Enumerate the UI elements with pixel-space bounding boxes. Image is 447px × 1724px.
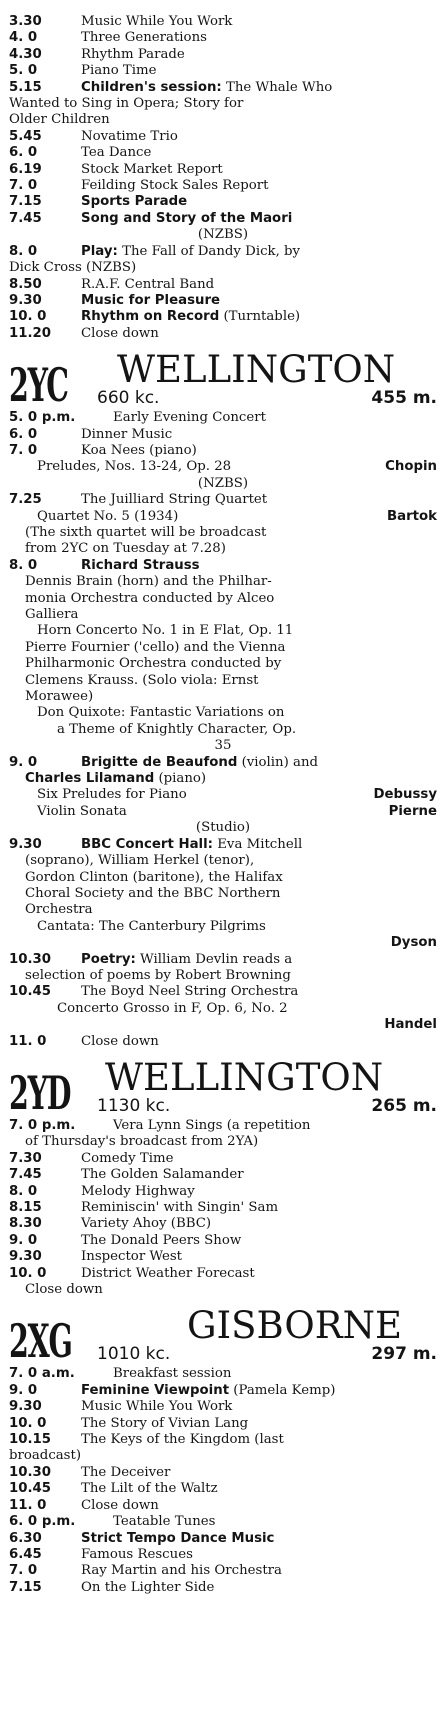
time: 11. 0 [9,1497,47,1513]
time: 9. 0 [9,754,38,770]
programme: Piano Time [81,63,157,79]
programme: The Keys of the Kingdom (last [81,1432,284,1448]
programme: Close down [81,1033,159,1049]
programme-column [9,14,437,1596]
programme-bold: Music for Pleasure [81,292,221,308]
programme: Ray Martin and his Orchestra [81,1563,282,1579]
detail: 35 [214,738,232,754]
station-header-2yd [9,1055,437,1120]
time: 7. 0 a.m. [9,1366,75,1382]
top-schedule [9,14,437,342]
detail: Clemens Krauss. (Solo viola: Ernst [25,672,259,688]
programme: Reminiscin' with Singin' Sam [81,1200,279,1215]
list-item [9,1233,437,1249]
frequency: 1010 kc. [97,1344,171,1365]
list-item [9,244,437,260]
list-item [9,492,437,508]
continuation: Wanted to Sing in Opera; Story for [9,96,244,112]
time: 7.15 [9,194,42,210]
list-item [9,178,437,194]
list-item [9,1184,437,1200]
detail: Galliera [25,607,79,622]
work-title: Violin Sonata [37,803,127,819]
composer: Pierne [388,803,437,819]
work-title: Preludes, Nos. 13-24, Op. 28 [37,459,232,475]
detail: Dennis Brain (horn) and the Philhar- [25,574,272,590]
studio-note: (Studio) [195,820,251,836]
list-item [9,755,437,771]
time: 8. 0 [9,243,38,259]
time: 11. 0 [9,1033,47,1049]
programme: Comedy Time [81,1150,174,1166]
programme: Inspector West [81,1249,183,1265]
close-down: Close down [25,1282,103,1298]
time: 8.50 [9,276,42,292]
list-item [9,47,437,63]
composer: Bartok [387,508,437,524]
work-title: Cantata: The Canterbury Pilgrims [37,918,266,934]
time: 5. 0 p.m. [9,410,76,426]
programme-bold: Poetry: [81,951,136,967]
programme: Three Generations [81,30,207,46]
note: from 2YC on Tuesday at 7.28) [25,541,226,557]
station-header-2yc [9,348,437,413]
list-item [9,1481,437,1497]
programme-bold: Brigitte de Beaufond [81,754,238,770]
time: 4.30 [9,46,42,62]
time: 6. 0 [9,426,38,442]
time: 7. 0 [9,178,38,194]
schedule-2yd [9,1118,437,1298]
list-item [9,1034,437,1050]
wavelength: 297 m. [371,1344,437,1365]
frequency: 660 kc. [97,387,160,408]
time: 8. 0 [9,1183,38,1199]
programme: Breakfast session [113,1366,232,1382]
list-item [9,194,437,210]
city-name: WELLINGTON [117,348,396,392]
list-item [9,1200,437,1216]
programme-bold: Strict Tempo Dance Music [81,1530,275,1546]
continuation: broadcast) [9,1448,82,1464]
time: 5.15 [9,79,42,95]
list-item [9,326,437,342]
programme: Eva Mitchell [213,836,303,852]
time: 10.45 [9,1481,52,1497]
time: 7.45 [9,1167,42,1183]
schedule-2yc [9,410,437,1050]
schedule-2xg [9,1366,437,1596]
time: 7. 0 [9,1563,38,1579]
list-item [9,1465,437,1481]
time: 9.30 [9,292,42,308]
list-item [9,1563,437,1579]
programme: District Weather Forecast [81,1265,255,1281]
time: 5.45 [9,128,42,144]
note: (The sixth quartet will be broadcast [25,524,267,540]
programme: Koa Nees (piano) [81,442,197,458]
programme: Early Evening Concert [113,410,266,426]
list-item [9,952,437,968]
programme: The Juilliard String Quartet [81,492,268,508]
time: 7. 0 [9,442,38,458]
time: 4. 0 [9,30,38,46]
list-item [9,1151,437,1167]
wavelength: 265 m. [371,1095,437,1116]
programme: The Fall of Dandy Dick, by [117,243,301,259]
time: 5. 0 [9,63,38,79]
list-item [9,558,437,574]
frequency: 1130 kc. [97,1095,171,1116]
work-line [9,509,437,525]
composer: Debussy [373,787,437,803]
list-item [9,1531,437,1547]
programme: On the Lighter Side [81,1579,215,1595]
time: 7. 0 p.m. [9,1117,76,1133]
list-item [9,1432,437,1448]
detail: selection of poems by Robert Browning [25,967,291,983]
time: 6.30 [9,1530,42,1546]
list-item [9,1514,437,1530]
detail: Orchestra [25,902,93,918]
list-item [9,410,437,426]
time: 6. 0 [9,145,38,161]
list-item [9,277,437,293]
time: 6.45 [9,1546,42,1562]
time: 10.30 [9,1464,52,1480]
time: 6.19 [9,161,42,177]
programme: Teatable Tunes [113,1514,216,1530]
time: 8.30 [9,1216,42,1232]
list-item [9,443,437,459]
time: 7.25 [9,492,42,508]
continuation: Dick Cross (NZBS) [9,260,137,276]
time: 10.45 [9,984,52,1000]
programme-bold: Play: [81,243,118,259]
time: 8. 0 [9,557,38,573]
programme-bold: BBC Concert Hall: [81,836,213,852]
wavelength: 455 m. [371,387,437,408]
call-sign: 2XG [9,1314,72,1369]
list-item [9,1416,437,1432]
list-item [9,30,437,46]
list-item [9,80,437,96]
programme: The Story of Vivian Lang [81,1415,249,1431]
programme: Rhythm Parade [81,46,185,62]
list-item [9,293,437,309]
list-item [9,837,437,853]
time: 7.30 [9,1150,42,1166]
detail: Horn Concerto No. 1 in E Flat, Op. 11 [37,623,294,639]
time: 9. 0 [9,1382,38,1398]
programme: Close down [81,325,159,341]
detail: Choral Society and the BBC Northern [25,885,281,901]
time: 10. 0 [9,309,47,325]
list-item [9,63,437,79]
work-line [9,804,437,820]
programme: The Golden Salamander [81,1167,244,1183]
programme: Tea Dance [81,145,152,161]
list-item [9,1399,437,1415]
programme: Novatime Trio [81,128,178,144]
time: 7.45 [9,210,42,226]
programme: The Lilt of the Waltz [81,1481,218,1497]
programme-bold: Children's session: [81,79,222,95]
programme: The Donald Peers Show [81,1232,242,1248]
detail: Don Quixote: Fantastic Variations on [37,705,285,721]
time: 9. 0 [9,1232,38,1248]
programme: Variety Ahoy (BBC) [81,1216,212,1232]
programme: Vera Lynn Sings (a repetition [113,1117,311,1133]
programme: Close down [81,1497,159,1513]
list-item [9,211,437,227]
work-line [9,787,437,803]
list-item [9,14,437,30]
programme: Melody Highway [81,1183,195,1199]
time: 9.30 [9,1249,42,1265]
list-item [9,1118,437,1134]
work-line [9,459,437,475]
detail: Pierre Fournier ('cello) and the Vienna [25,639,286,655]
programme-bold: Feminine Viewpoint [81,1382,230,1398]
detail: Gordon Clinton (baritone), the Halifax [25,869,283,885]
programme: R.A.F. Central Band [81,276,215,292]
list-item [9,1266,437,1282]
detail: monia Orchestra conducted by Alceo [25,590,275,606]
time: 10. 0 [9,1265,47,1281]
list-item [9,1383,437,1399]
nzbs-note: (NZBS) [197,227,249,243]
time: 8.15 [9,1200,42,1215]
programme: (violin) and [237,754,319,770]
performer: Charles Lilamand [25,771,155,787]
detail: a Theme of Knightly Character, Op. [57,721,297,737]
time: 6. 0 p.m. [9,1514,76,1530]
list-item [9,1547,437,1563]
programme: Feilding Stock Sales Report [81,178,269,194]
list-item [9,145,437,161]
list-item [9,1580,437,1596]
nzbs-note: (NZBS) [197,475,249,491]
list-item [9,1249,437,1265]
list-item [9,427,437,443]
call-sign: 2YD [9,1065,71,1120]
programme: The Whale Who [221,79,333,95]
time: 3.30 [9,14,42,29]
list-item [9,1216,437,1232]
instrument: (piano) [154,771,207,787]
programme: Dinner Music [81,426,173,442]
list-item [9,1167,437,1183]
programme-bold: Sports Parade [81,194,188,210]
city-name: GISBORNE [187,1304,402,1348]
list-item [9,162,437,178]
composer: Handel [384,1017,437,1033]
time: 9.30 [9,1399,42,1415]
list-item [9,129,437,145]
programme: Music While You Work [81,1399,233,1415]
list-item [9,309,437,325]
programme: The Deceiver [81,1464,171,1480]
detail [9,771,437,787]
composer: Chopin [385,459,437,475]
time: 9.30 [9,836,42,852]
time: 11.20 [9,325,52,341]
list-item [9,1366,437,1382]
composer: Dyson [390,935,437,951]
programme: (Turntable) [219,309,301,325]
programme-bold: Rhythm on Record [81,309,220,325]
time: 7.15 [9,1579,42,1595]
work-title: Quartet No. 5 (1934) [37,508,179,524]
list-item [9,1498,437,1514]
programme-bold: Richard Strauss [81,557,200,573]
station-header-2xg [9,1304,437,1369]
programme: The Boyd Neel String Orchestra [81,984,299,1000]
detail: Morawee) [25,689,94,705]
call-sign: 2YC [9,358,68,413]
time: 10.30 [9,951,52,967]
programme: William Devlin reads a [135,951,293,967]
time: 10.15 [9,1432,52,1448]
time: 10. 0 [9,1415,47,1431]
work-title: Six Preludes for Piano [37,787,187,803]
detail: Philharmonic Orchestra conducted by [25,656,282,672]
programme: Stock Market Report [81,161,223,177]
continuation: Older Children [9,112,110,128]
detail: (soprano), William Herkel (tenor), [25,853,255,869]
work-title: Concerto Grosso in F, Op. 6, No. 2 [57,1000,288,1016]
programme: (Pamela Kemp) [229,1382,336,1398]
programme: Music While You Work [81,14,233,29]
city-name: WELLINGTON [105,1055,384,1099]
continuation: of Thursday's broadcast from 2YA) [25,1134,259,1150]
programme: Famous Rescues [81,1546,193,1562]
programme-bold: Song and Story of the Maori [81,210,293,226]
list-item [9,984,437,1000]
